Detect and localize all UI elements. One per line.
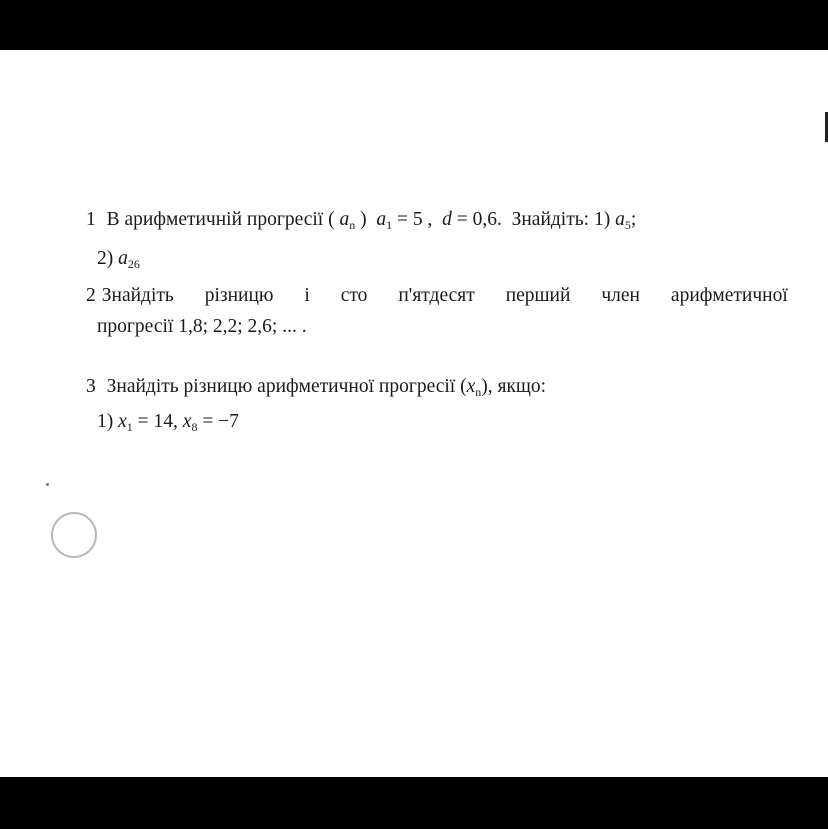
x8-value: = −7 <box>202 411 239 432</box>
problem-3-number: 3 <box>86 376 96 397</box>
x-sequence-symbol: x <box>466 376 476 397</box>
sequence-close: ) <box>360 209 367 230</box>
problem-2-text: Знайдіть різницю і сто п'ятдесят перший член арифметичної <box>101 285 788 306</box>
a1-value: = 5 , <box>396 209 433 230</box>
item-2-label: 2) <box>97 248 114 269</box>
stray-dot <box>46 483 49 486</box>
d-value: = 0,6. <box>456 209 502 230</box>
circle-button[interactable] <box>51 512 97 558</box>
item-1-label: 1) <box>593 209 611 230</box>
semicolon: ; <box>630 209 637 230</box>
problem-2-line-2: прогресії 1,8; 2,2; 2,6; ... . <box>97 316 307 337</box>
problem-1-text: В арифметичній прогресії ( <box>106 209 335 230</box>
a26-subscript: 26 <box>127 257 140 271</box>
problem-3-text: Знайдіть різницю арифметичної прогресії ( <box>106 376 467 397</box>
x1-subscript: 1 <box>126 420 133 434</box>
x1-value: = 14, <box>137 411 178 432</box>
problem-3-text-end: ), якщо: <box>481 376 547 397</box>
problem-2-line-1 <box>86 284 788 308</box>
problem-3-line-2 <box>97 410 239 434</box>
problem-3-line-1 <box>86 375 546 399</box>
sequence-subscript: n <box>349 218 356 232</box>
d-symbol: d <box>442 209 452 230</box>
sequence-symbol: a <box>339 209 350 230</box>
a26-symbol: a <box>118 248 128 269</box>
problem-3-item-1-label: 1) <box>97 411 114 432</box>
a5-symbol: a <box>615 209 625 230</box>
problem-2-number: 2 <box>86 285 96 306</box>
x8-subscript: 8 <box>191 420 198 434</box>
problem-1-line-1 <box>86 208 636 232</box>
document-page <box>0 50 828 777</box>
x-sequence-subscript: n <box>475 385 482 399</box>
find-label: Знайдіть: <box>511 209 590 230</box>
problem-1-number: 1 <box>86 209 96 230</box>
a1-subscript: 1 <box>386 218 393 232</box>
a5-subscript: 5 <box>624 218 631 232</box>
problem-1-line-2 <box>97 247 140 271</box>
a1-symbol: a <box>376 209 387 230</box>
x8-symbol: x <box>182 411 192 432</box>
x1-symbol: x <box>118 411 127 432</box>
